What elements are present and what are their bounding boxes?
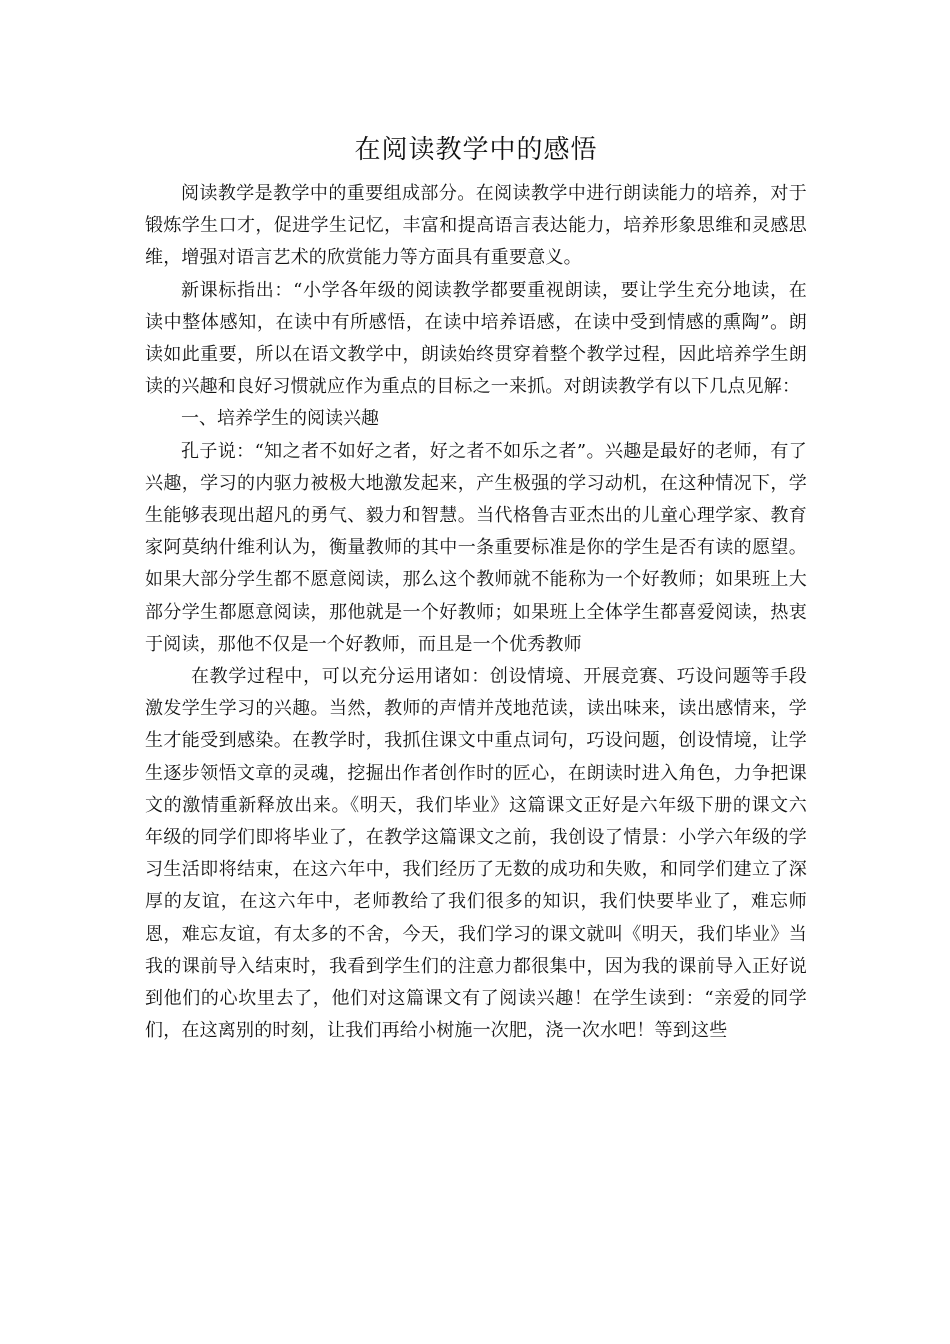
paragraph-teaching-process: 在教学过程中，可以充分运用诸如：创设情境、开展竞赛、巧设问题等手段激发学生学习的兴趣。当然，教师的声情并茂地范读，读出味来，读出感情来，学生才能受到感染。在教学时，我抓住课文中重点词句，巧设问题，创设情境，让学生逐步领悟文章的灵魂，挖掘出作者创作时的匠心，在朗读时进入角色，力争把课文的激情重新释放出来。《明天，我们毕业》这篇课文正好是六年级下册的课文六年级的同学们即将毕业了，在教学这篇课文之前，我创设了情景：小学六年级的学习生活即将结束，在这六年中，我们经历了无数的成功和失败，和同学们建立了深厚的友谊，在这六年中，老师教给了我们很多的知识，我们快要毕业了，难忘师恩，难忘友谊，有太多的不舍，今天，我们学习的课文就叫《明天，我们毕业》当我的课前导入结束时，我看到学生们的注意力都很集中，因为我的课前导入正好说到他们的心坎里去了，他们对这篇课文有了阅读兴趣！在学生读到：“亲爱的同学们，在这离别的时刻，让我们再给小树施一次肥，浇一次水吧！等到这些 — [145, 666, 807, 1042]
paragraph-intro: 阅读教学是教学中的重要组成部分。在阅读教学中进行朗读能力的培养，对于锻炼学生口才，促进学生记忆，丰富和提高语言表达能力，培养形象思维和灵感思维，增强对语言艺术的欣赏能力等方面具有重要意义。 — [145, 183, 807, 269]
section-heading-reading-interest: 一、培养学生的阅读兴趣 — [181, 408, 379, 430]
document-page — [145, 128, 807, 1047]
document-title: 在阅读教学中的感悟 — [354, 135, 598, 165]
paragraph-confucius: 孔子说：“知之者不如好之者，好之者不如乐之者”。兴趣是最好的老师，有了兴趣，学习的内驱力被极大地激发起来，产生极强的学习动机，在这种情况下，学生能够表现出超凡的勇气、毅力和智慧。当代格鲁吉亚杰出的儿童心理学家、教育家阿莫纳什维利认为，衡量教师的其中一条重要标准是你的学生是否有读的愿望。如果大部分学生都不愿意阅读，那么这个教师就不能称为一个好教师；如果班上大部分学生都愿意阅读，那他就是一个好教师；如果班上全体学生都喜爱阅读，热衷于阅读，那他不仅是一个好教师，而且是一个优秀教师 — [145, 440, 807, 655]
paragraph-curriculum-standard: 新课标指出：“小学各年级的阅读教学都要重视朗读，要让学生充分地读，在读中整体感知，在读中有所感悟，在读中培养语感，在读中受到情感的熏陶”。朗读如此重要，所以在语文教学中，朗读始终贯穿着整个教学过程，因此培养学生朗读的兴趣和良好习惯就应作为重点的目标之一来抓。对朗读教学有以下几点见解： — [145, 279, 807, 398]
